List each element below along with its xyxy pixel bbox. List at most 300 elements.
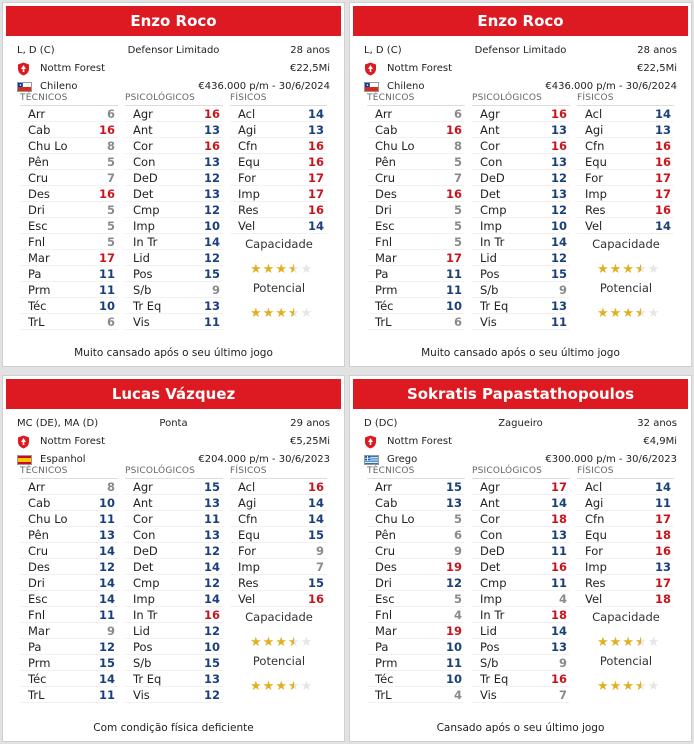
attribute-value: 16 [550,106,567,121]
attribute-value: 16 [654,154,671,169]
attribute-value: 12 [203,202,220,217]
attribute-value: 16 [654,543,671,558]
attribute-name: Cor [133,511,153,526]
attribute-value: 11 [98,282,115,297]
attribute-value: 5 [453,202,462,217]
attribute-name: Lid [133,623,150,638]
attribute-row [577,495,674,511]
attribute-value: 11 [98,511,115,526]
attribute-name: Imp [133,218,155,233]
attribute-value: 14 [654,106,671,121]
attribute-row [577,122,674,138]
attribute-row [230,122,327,138]
potencial-stars [250,680,314,693]
attribute-value: 15 [98,655,115,670]
attribute-row [367,639,465,655]
attribute-row [577,154,674,170]
attribute-name: For [585,543,603,558]
attribute-value: 12 [445,575,462,590]
attribute-row [367,170,465,186]
attribute-value: 16 [550,671,567,686]
attribute-value: 7 [453,170,462,185]
attribute-row [230,138,327,154]
section-header-tecnicos: TÉCNICOS [367,466,415,476]
attribute-row [367,106,465,122]
attribute-name: Mar [375,250,397,265]
attribute-name: Det [133,559,154,574]
attribute-row [577,543,674,559]
attribute-name: S/b [480,282,499,297]
player-position: MC (DE), MA (D) [17,418,99,429]
star-icon: ★ [597,262,609,277]
attribute-row [125,495,223,511]
attribute-value: 12 [550,170,567,185]
player-name[interactable]: Lucas Vázquez [6,379,341,409]
attribute-name: TrL [375,687,392,702]
attribute-name: Vis [480,314,497,329]
attribute-value: 13 [550,639,567,654]
attribute-value: 15 [203,655,220,670]
attribute-row [367,186,465,202]
attribute-row [20,122,118,138]
attribute-name: Esc [28,218,48,233]
player-card[interactable] [2,2,345,367]
attribute-row [20,543,118,559]
attribute-row [367,202,465,218]
star-icon: ★ [622,306,634,321]
attribute-row [472,687,570,703]
attribute-row [472,106,570,122]
attribute-value: 13 [654,122,671,137]
attribute-value: 13 [550,186,567,201]
star-icon: ★ [250,635,262,650]
attribute-name: Chu Lo [28,511,68,526]
attribute-name: Dri [28,202,45,217]
capacidade-stars [597,263,661,276]
attribute-row [230,559,327,575]
attribute-name: In Tr [480,607,505,622]
attribute-name: Esc [375,218,395,233]
attribute-row [472,607,570,623]
attribute-row [472,138,570,154]
star-icon: ★ [647,262,660,277]
attribute-value: 14 [98,575,115,590]
attribute-value: 10 [203,639,220,654]
attribute-row [230,591,327,607]
star-icon: ★ [609,679,622,694]
attribute-name: TrL [28,314,45,329]
attribute-name: Pos [133,639,153,654]
player-nationality: Chileno [387,81,425,92]
attribute-row [230,527,327,543]
attribute-name: Agr [480,106,500,121]
section-header-psicologicos: PSICOLÓGICOS [472,93,543,103]
attribute-name: Vel [238,591,256,606]
player-role: Ponta [159,418,188,429]
attribute-value: 5 [453,591,462,606]
attribute-value: 12 [203,575,220,590]
attribute-name: Des [375,559,397,574]
attribute-row [230,543,327,559]
attribute-row [577,106,674,122]
star-icon: ★ [250,679,262,694]
attribute-name: Agi [585,122,604,137]
player-card[interactable] [2,375,345,742]
attribute-name: Fnl [28,234,46,249]
attribute-name: Vis [480,687,497,702]
attribute-value: 10 [445,639,462,654]
attribute-value: 16 [307,591,324,606]
attribute-value: 17 [307,170,324,185]
player-nationality: Espanhol [40,454,86,465]
star-icon: ★ [300,262,313,277]
attribute-value: 13 [550,122,567,137]
attribute-name: Arr [375,106,393,121]
capacidade-stars [597,636,661,649]
player-role: Defensor Limitado [127,45,220,56]
player-age: 28 anos [637,45,677,56]
attribute-name: Dri [28,575,45,590]
attribute-name: Agi [238,122,257,137]
attribute-name: For [585,170,603,185]
attribute-value: 13 [307,122,324,137]
attribute-name: Arr [375,479,393,494]
player-value: €22,5Mi [636,63,677,74]
attribute-value: 13 [203,186,220,201]
attribute-name: Cab [375,495,398,510]
attribute-row [125,202,223,218]
attribute-name: Lid [480,623,497,638]
attribute-name: Ant [480,122,500,137]
attribute-value: 11 [98,266,115,281]
attribute-name: Tr Eq [480,671,509,686]
attribute-row [20,511,118,527]
nationality-flag-icon [364,455,379,465]
attribute-name: Cab [28,122,51,137]
attribute-value: 14 [203,591,220,606]
attribute-row [125,314,223,330]
attribute-value: 14 [654,218,671,233]
attribute-row [367,298,465,314]
attribute-row [20,527,118,543]
attribute-row [367,122,465,138]
attribute-name: Cab [28,495,51,510]
attribute-row [20,170,118,186]
player-name[interactable]: Sokratis Papastathopoulos [353,379,688,409]
attribute-row [472,282,570,298]
attribute-row [472,154,570,170]
attribute-row [20,106,118,122]
attribute-row [367,138,465,154]
player-role: Defensor Limitado [474,45,567,56]
attribute-value: 9 [558,282,567,297]
attribute-row [125,543,223,559]
attribute-row [20,154,118,170]
attribute-name: Equ [238,527,260,542]
player-condition-note: Muito cansado após o seu último jogo [421,347,620,359]
star-icon: ★ [622,679,634,694]
attribute-row [230,218,327,234]
attribute-row [125,527,223,543]
attribute-value: 11 [550,543,567,558]
attribute-name: S/b [133,655,152,670]
attribute-row [230,479,327,495]
attribute-value: 17 [654,511,671,526]
attribute-name: Imp [133,591,155,606]
attribute-row [125,266,223,282]
attribute-value: 12 [203,170,220,185]
star-icon: ★ [597,635,609,650]
attribute-value: 13 [98,527,115,542]
attribute-value: 17 [654,186,671,201]
attribute-value: 13 [203,527,220,542]
attribute-name: Cmp [133,575,160,590]
player-role: Zagueiro [498,418,543,429]
player-value: €22,5Mi [289,63,330,74]
attribute-name: Téc [28,671,47,686]
star-icon: ★ [250,262,262,277]
attribute-row [367,575,465,591]
attribute-value: 17 [654,575,671,590]
player-card[interactable] [349,2,692,367]
attribute-value: 14 [203,559,220,574]
attribute-value: 14 [307,495,324,510]
attribute-value: 16 [203,607,220,622]
star-icon: ★ [609,306,622,321]
attribute-row [20,186,118,202]
attribute-name: Ant [480,495,500,510]
attribute-value: 13 [203,298,220,313]
capacidade-label: Capacidade [592,610,660,624]
attribute-name: Agi [585,495,604,510]
attribute-list-tecnicos [367,478,465,703]
attribute-value: 13 [203,122,220,137]
attribute-value: 11 [203,314,220,329]
star-icon: ★ [300,306,313,321]
attribute-value: 16 [654,138,671,153]
attribute-row [20,639,118,655]
player-name[interactable]: Enzo Roco [353,6,688,36]
player-age: 28 anos [290,45,330,56]
attribute-name: TrL [28,687,45,702]
attribute-name: Pos [133,266,153,281]
attribute-name: Res [238,575,259,590]
attribute-value: 10 [550,218,567,233]
attribute-value: 12 [98,559,115,574]
attribute-name: Esc [28,591,48,606]
attribute-name: Agr [133,106,153,121]
star-icon: ★ [647,635,660,650]
attribute-row [577,218,674,234]
attribute-value: 19 [445,559,462,574]
player-age: 29 anos [290,418,330,429]
attribute-value: 12 [550,250,567,265]
attribute-name: Chu Lo [375,138,415,153]
attribute-value: 6 [106,314,115,329]
attribute-value: 12 [203,623,220,638]
attribute-value: 6 [453,527,462,542]
attribute-name: Prm [375,282,398,297]
section-header-psicologicos: PSICOLÓGICOS [125,93,196,103]
attribute-row [367,234,465,250]
attribute-name: Lid [480,250,497,265]
attribute-name: Vis [133,314,150,329]
attribute-row [20,218,118,234]
attribute-name: Arr [28,479,46,494]
player-contract: €300.000 p/m - 30/6/2023 [545,454,677,465]
attribute-name: Pos [480,639,500,654]
attribute-row [125,218,223,234]
potencial-label: Potencial [599,654,653,668]
attribute-value: 14 [550,495,567,510]
attribute-name: For [238,170,256,185]
attribute-name: Chu Lo [375,511,415,526]
star-icon: ★ [647,306,660,321]
attribute-value: 16 [550,559,567,574]
attribute-row [472,671,570,687]
attribute-list-fisicos [577,478,674,607]
potencial-stars [597,680,661,693]
attribute-name: Tr Eq [133,298,162,313]
attribute-list-fisicos [230,478,327,607]
star-icon: ★ [275,635,287,650]
attribute-name: Equ [585,527,607,542]
attribute-value: 7 [558,687,567,702]
attribute-name: Prm [28,655,51,670]
attribute-name: Con [133,527,156,542]
attribute-value: 8 [106,138,115,153]
attribute-name: Fnl [375,234,393,249]
attribute-name: In Tr [480,234,505,249]
attribute-name: Pên [375,527,396,542]
attribute-value: 5 [106,202,115,217]
attribute-name: Acl [585,106,603,121]
attribute-name: Tr Eq [133,671,162,686]
attribute-row [367,591,465,607]
attribute-value: 14 [98,671,115,686]
attribute-value: 6 [453,106,462,121]
player-info [3,409,344,466]
attribute-name: S/b [133,282,152,297]
attribute-name: Acl [238,106,256,121]
attribute-value: 14 [550,623,567,638]
attribute-row [20,282,118,298]
attribute-value: 10 [98,298,115,313]
attribute-row [472,495,570,511]
star-icon: ★ [597,679,609,694]
attribute-name: Cor [480,138,500,153]
attribute-row [20,234,118,250]
player-value: €4,9Mi [643,436,677,447]
attribute-row [367,671,465,687]
attribute-value: 17 [307,186,324,201]
attribute-row [577,202,674,218]
attribute-row [367,495,465,511]
section-header-fisicos: FÍSICOS [230,466,267,476]
attribute-list-psicologicos [125,105,223,330]
attributes-panel [3,93,344,328]
attribute-row [472,479,570,495]
attribute-row [230,511,327,527]
attribute-name: Lid [133,250,150,265]
attribute-row [230,106,327,122]
capacidade-label: Capacidade [592,237,660,251]
attribute-row [577,479,674,495]
attribute-name: Téc [28,298,47,313]
nationality-flag-icon [17,82,32,92]
attribute-list-tecnicos [367,105,465,330]
attribute-value: 6 [106,106,115,121]
attribute-name: Cfn [585,511,605,526]
attribute-row [125,250,223,266]
attribute-name: Des [375,186,397,201]
player-position: L, D (C) [364,45,402,56]
attribute-row [20,495,118,511]
player-info [3,36,344,93]
club-crest-icon [17,435,30,449]
attribute-name: Cmp [480,202,507,217]
attribute-value: 12 [203,250,220,265]
attribute-list-tecnicos [20,478,118,703]
star-icon: ★ [300,635,313,650]
star-icon: ★ [622,635,634,650]
attribute-row [367,527,465,543]
capacidade-stars [250,636,314,649]
attribute-value: 11 [550,314,567,329]
attribute-name: Dri [375,202,392,217]
player-card[interactable] [349,375,692,742]
attribute-row [20,655,118,671]
attribute-value: 16 [445,186,462,201]
attribute-name: Arr [28,106,46,121]
star-icon: ★ [597,306,609,321]
attribute-value: 6 [453,314,462,329]
club-name: Nottm Forest [387,63,453,74]
player-contract: €436.000 p/m - 30/6/2024 [545,81,677,92]
star-icon: ★ [622,262,634,277]
attribute-name: Pên [28,527,49,542]
attribute-row [472,591,570,607]
attribute-name: Cru [28,543,49,558]
attribute-row [125,559,223,575]
attribute-name: Con [480,154,503,169]
attribute-value: 12 [550,202,567,217]
attribute-value: 16 [550,138,567,153]
player-name[interactable]: Enzo Roco [6,6,341,36]
attribute-name: Fnl [375,607,393,622]
star-icon: ★ ★ [635,307,647,320]
attribute-value: 14 [654,479,671,494]
attribute-row [125,671,223,687]
attribute-name: Pa [375,266,389,281]
player-condition-note: Muito cansado após o seu último jogo [74,347,273,359]
star-icon: ★ [609,635,622,650]
player-info [350,36,691,93]
player-condition-note: Com condição física deficiente [93,722,254,734]
player-position: L, D (C) [17,45,55,56]
attribute-name: Acl [238,479,256,494]
attribute-value: 14 [307,511,324,526]
attribute-name: TrL [375,314,392,329]
attribute-value: 18 [654,527,671,542]
capacidade-label: Capacidade [245,237,313,251]
attribute-row [230,154,327,170]
attribute-name: Imp [585,186,607,201]
attribute-name: Vel [238,218,256,233]
attribute-value: 5 [106,234,115,249]
club-crest-icon [364,62,377,76]
star-icon: ★ [275,262,287,277]
